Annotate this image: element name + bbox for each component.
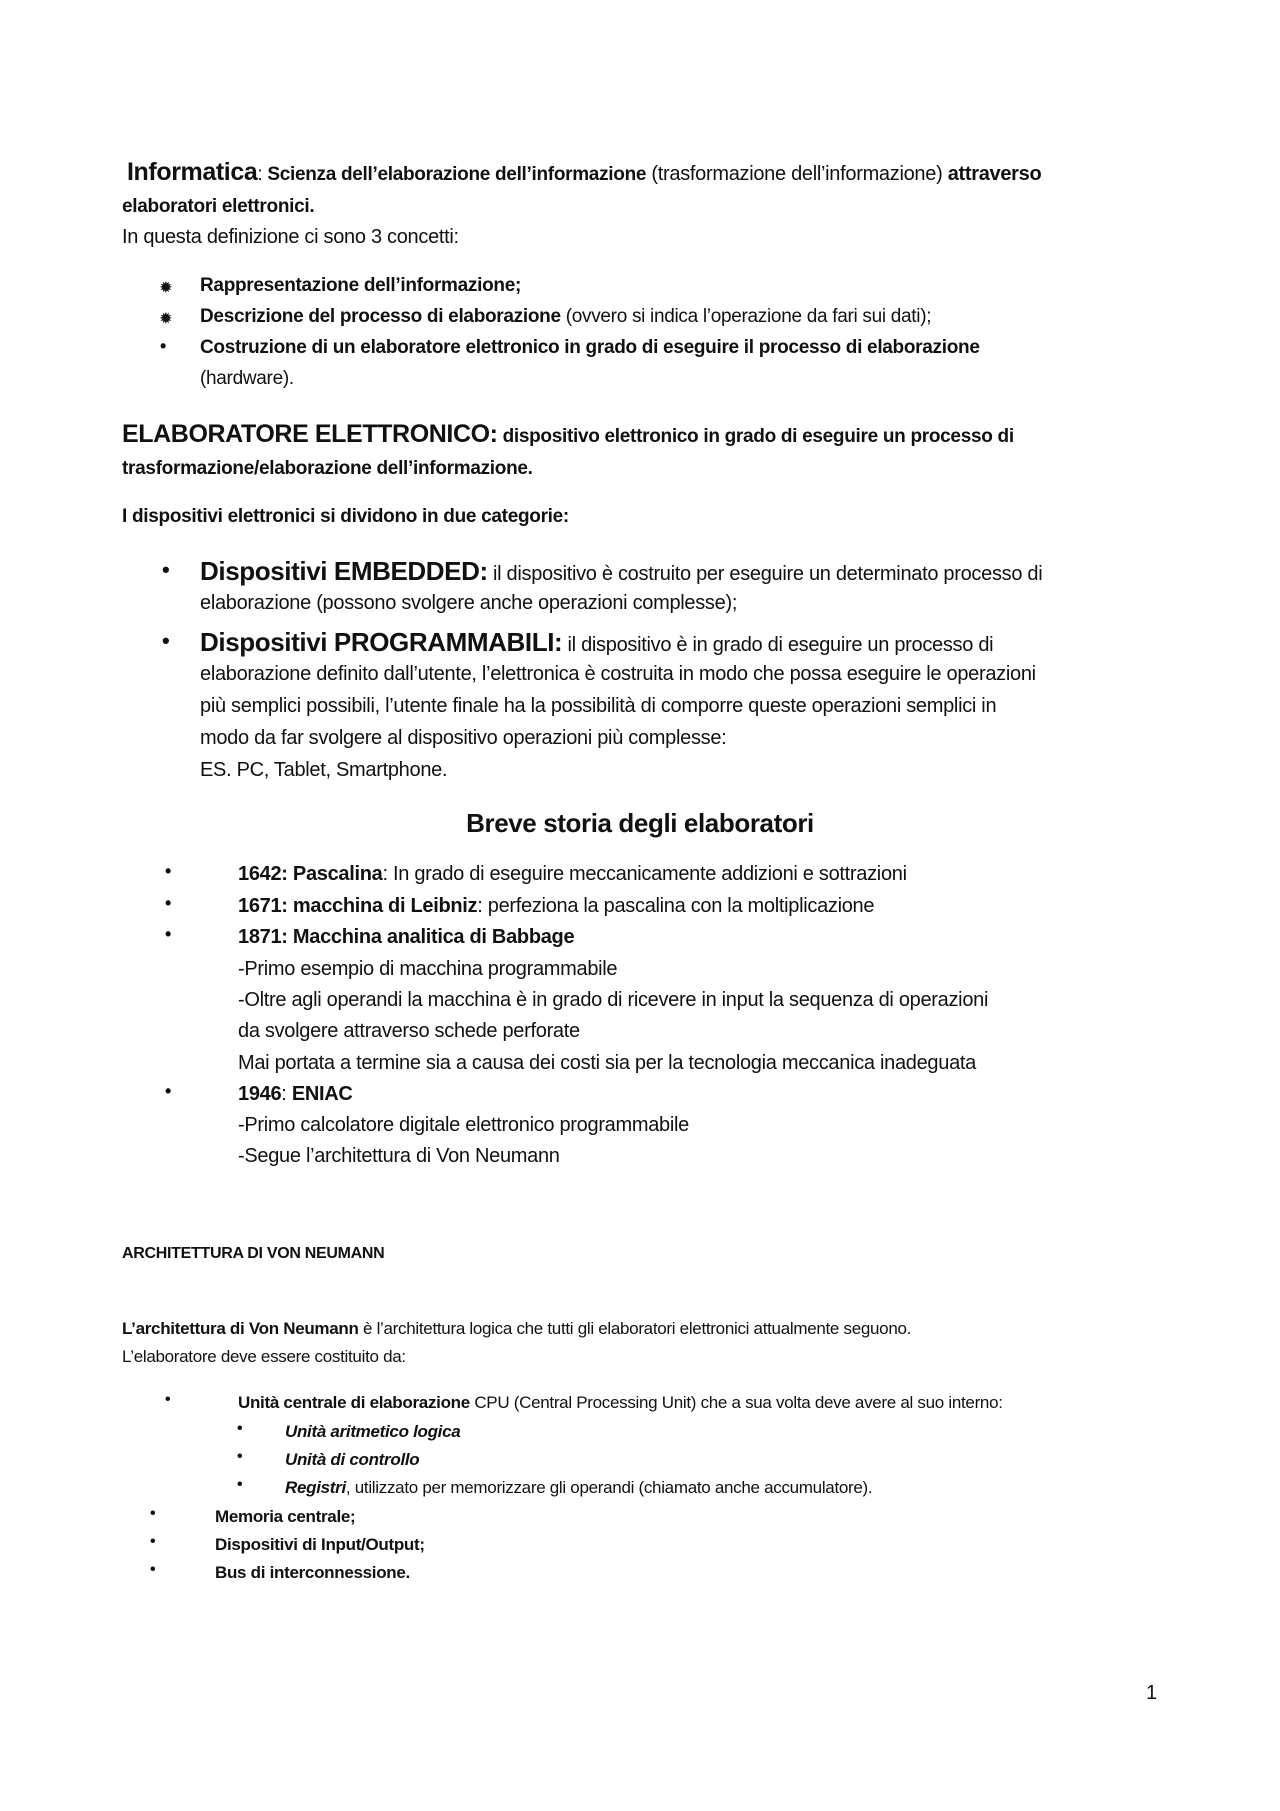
bullet-icon: • xyxy=(237,1476,243,1493)
page-number: 1 xyxy=(1146,1682,1157,1704)
history-sub: Mai portata a termine sia a causa dei costi sia per la tecnologia meccanica inadeguata xyxy=(238,1052,976,1074)
bullet-icon: • xyxy=(165,893,172,913)
concept-item: Costruzione di un elaboratore elettronico in grado di eseguire il processo di elaborazione xyxy=(200,337,980,358)
cpu-rest: CPU (Central Processing Unit) che a sua volta deve avere al suo interno: xyxy=(469,1393,1003,1412)
bullet-icon: • xyxy=(165,861,172,881)
vonneumann-intro-bold: L’architettura di Von Neumann xyxy=(122,1319,359,1338)
intro-def-paren: (trasformazione dell’informazione) xyxy=(646,163,948,185)
bullet-icon: • xyxy=(150,1505,156,1522)
concept-item xyxy=(200,306,931,328)
history-item: 1871: Macchina analitica di Babbage xyxy=(238,926,575,948)
cpu-part-italic: Registri xyxy=(285,1478,346,1497)
bullet-icon: • xyxy=(150,1561,156,1578)
device-line: più semplici possibili, l’utente finale ha la possibilità di comporre queste operazioni semplici in xyxy=(200,695,997,717)
history-item-bold2: ENIAC xyxy=(291,1083,353,1105)
device-line: elaborazione definito dall’utente, l’elettronica è costruita in modo che possa eseguire le operazioni xyxy=(200,663,1036,685)
bullet-icon: • xyxy=(165,1391,171,1408)
concept-bold: Descrizione del processo di elaborazione xyxy=(200,306,561,327)
history-sub: -Primo calcolatore digitale elettronico programmabile xyxy=(238,1114,689,1136)
concept-item-cont: (hardware). xyxy=(200,368,294,389)
categories-intro: I dispositivi elettronici si dividono in due categorie: xyxy=(122,506,569,527)
device-line: il dispositivo è in grado di eseguire un processo di xyxy=(562,634,994,656)
vonneumann-intro2: L’elaboratore deve essere costituito da: xyxy=(122,1347,406,1366)
vonneumann-intro xyxy=(122,1319,911,1339)
component-item: Memoria centrale; xyxy=(215,1507,356,1526)
vonneumann-heading: ARCHITETTURA DI VON NEUMANN xyxy=(122,1245,385,1262)
vonneumann-intro-rest: è l’architettura logica che tutti gli elaboratori elettronici attualmente seguono. xyxy=(358,1319,912,1338)
intro-def-bold: Scienza dell’elaborazione dell’informazione xyxy=(267,164,647,185)
history-sub: -Primo esempio di macchina programmabile xyxy=(238,958,618,980)
history-item-bold: 1671: macchina di Leibniz xyxy=(238,895,478,917)
intro-def-bold2: attraverso xyxy=(947,163,1042,185)
bullet-icon: • xyxy=(162,557,170,582)
cpu-item xyxy=(238,1393,1003,1413)
cpu-bold: Unità centrale di elaborazione xyxy=(238,1393,470,1412)
history-item xyxy=(238,863,907,886)
bullet-icon: ✹ xyxy=(160,310,172,326)
history-item-rest: : xyxy=(281,1083,292,1105)
component-item: Bus di interconnessione. xyxy=(215,1563,410,1582)
bullet-icon: • xyxy=(150,1533,156,1550)
device-term: Dispositivi PROGRAMMABILI: xyxy=(200,627,563,657)
device-item-embedded xyxy=(200,556,1042,587)
concept-item xyxy=(200,275,521,297)
history-sub: -Segue l’architettura di Von Neumann xyxy=(238,1145,560,1167)
device-term: Dispositivi EMBEDDED: xyxy=(200,556,488,586)
cpu-part-rest: , utilizzato per memorizzare gli operandi (chiamato anche accumulatore). xyxy=(345,1478,873,1497)
bullet-icon: • xyxy=(165,1081,172,1101)
bullet-icon: ✹ xyxy=(160,279,172,295)
bullet-icon: • xyxy=(162,628,170,653)
history-item-bold: 1642: Pascalina xyxy=(238,863,383,885)
cpu-part: Unità di controllo xyxy=(285,1450,420,1469)
history-sub: da svolgere attraverso schede perforate xyxy=(238,1020,580,1042)
history-item xyxy=(238,1083,353,1106)
elaboratore-def1: dispositivo elettronico in grado di eseguire un processo di xyxy=(497,426,1014,447)
history-title: Breve storia degli elaboratori xyxy=(466,808,814,838)
bullet-icon: • xyxy=(165,924,172,944)
concept-rest: (ovvero si indica l’operazione da fari sui dati); xyxy=(560,306,932,327)
intro-line2: elaboratori elettronici. xyxy=(122,196,315,217)
cpu-part: Unità aritmetico logica xyxy=(285,1422,461,1441)
history-sub: -Oltre agli operandi la macchina è in grado di ricevere in input la sequenza di operazioni xyxy=(238,989,989,1011)
history-item-rest: : perfeziona la pascalina con la moltiplicazione xyxy=(477,895,875,917)
intro-colon: : xyxy=(257,164,268,185)
device-line: il dispositivo è costruito per eseguire un determinato processo di xyxy=(487,563,1043,585)
intro-term: Informatica xyxy=(127,158,258,186)
device-line: ES. PC, Tablet, Smartphone. xyxy=(200,759,448,781)
bullet-icon: • xyxy=(160,336,167,356)
history-item-bold: 1946 xyxy=(238,1083,282,1105)
bullet-icon: • xyxy=(237,1420,243,1437)
bullet-icon: • xyxy=(237,1448,243,1465)
elaboratore-definition xyxy=(122,420,1014,449)
device-line: modo da far svolgere al dispositivo operazioni più complesse: xyxy=(200,727,727,749)
elaboratore-term: ELABORATORE ELETTRONICO: xyxy=(122,420,498,448)
cpu-part xyxy=(285,1478,872,1498)
elaboratore-def2: trasformazione/elaborazione dell’informazione. xyxy=(122,458,533,479)
component-item: Dispositivi di Input/Output; xyxy=(215,1535,425,1554)
history-item-rest: : In grado di eseguire meccanicamente addizioni e sottrazioni xyxy=(382,863,907,885)
intro-definition xyxy=(127,158,1041,187)
concept-bold: Rappresentazione dell’informazione; xyxy=(200,275,521,296)
intro-line3: In questa definizione ci sono 3 concetti: xyxy=(122,226,459,248)
device-item-programmabili xyxy=(200,627,993,658)
device-line: elaborazione (possono svolgere anche operazioni complesse); xyxy=(200,592,738,614)
history-item xyxy=(238,895,874,918)
